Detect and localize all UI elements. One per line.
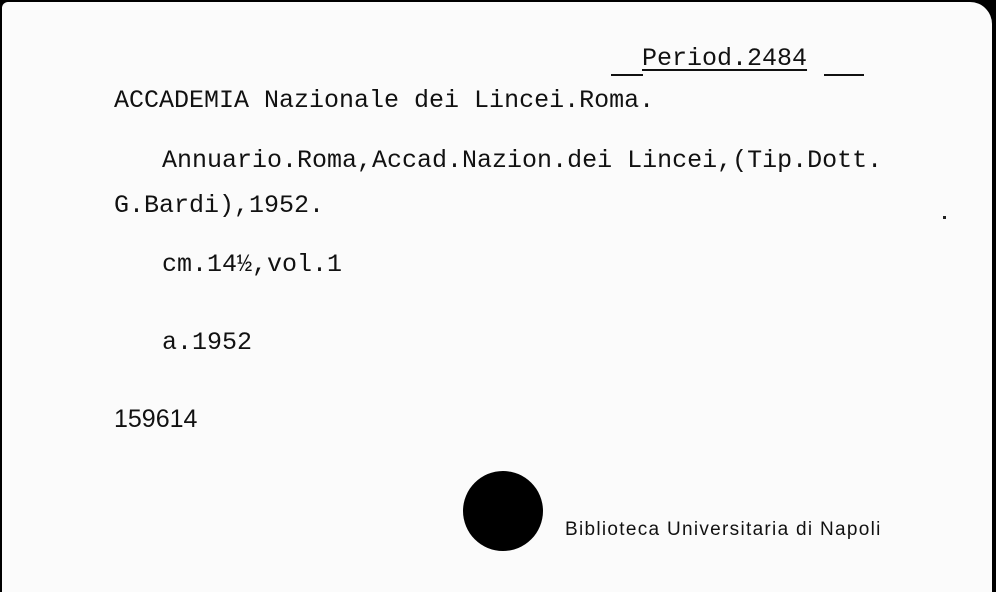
shelfmark-rule-right xyxy=(824,74,864,76)
punch-hole xyxy=(463,471,543,551)
acquisition-year: a.1952 xyxy=(162,328,253,357)
shelfmark: Period.2484 xyxy=(642,44,808,73)
physical-description: cm.14½,vol.1 xyxy=(162,250,343,279)
catalog-heading: ACCADEMIA Nazionale dei Lincei.Roma. xyxy=(114,86,655,115)
ink-speck xyxy=(943,216,946,219)
shelfmark-rule-left xyxy=(611,74,643,76)
accession-number: 159614 xyxy=(114,405,198,433)
description-line-2: G.Bardi),1952. xyxy=(114,191,325,220)
library-name: Biblioteca Universitaria di Napoli xyxy=(565,519,882,540)
description-line-1: Annuario.Roma,Accad.Nazion.dei Lincei,(Tip.Dott. xyxy=(162,146,883,175)
